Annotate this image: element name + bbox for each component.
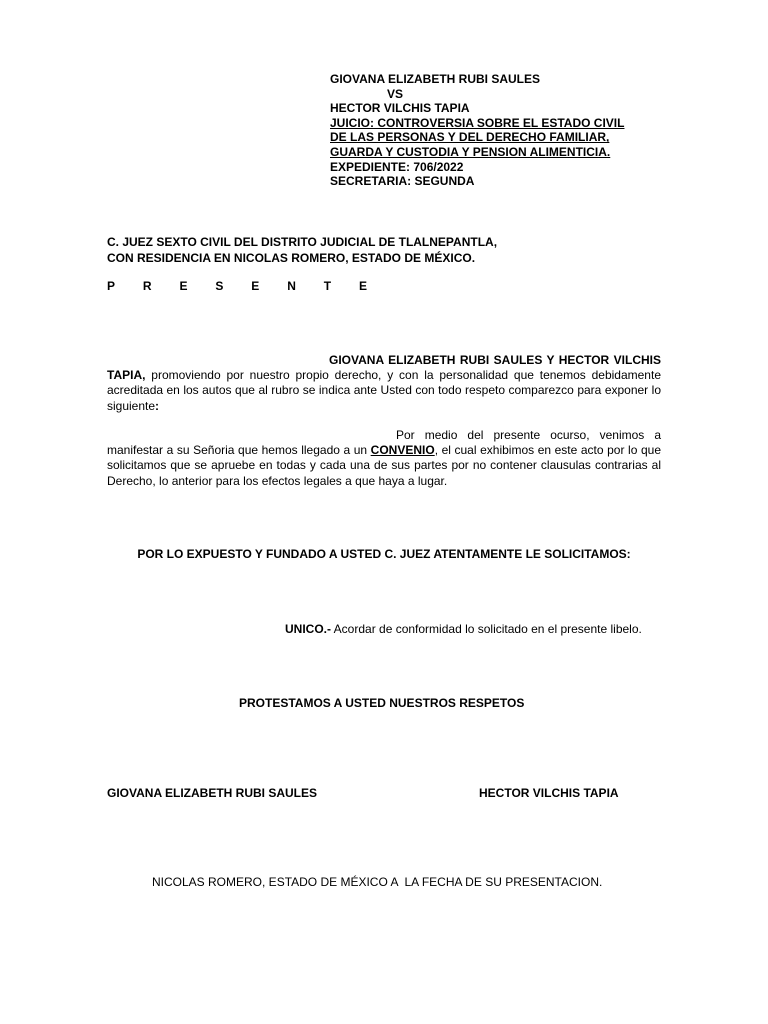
trial-type-line-2: DE LAS PERSONAS Y DEL DERECHO FAMILIAR, xyxy=(330,130,610,145)
presente-letter: S xyxy=(215,279,224,293)
body-paragraph xyxy=(107,428,661,489)
unico-label: UNICO.- xyxy=(285,622,331,636)
signature-right: HECTOR VILCHIS TAPIA xyxy=(479,786,619,800)
trial-type-line-3: GUARDA Y CUSTODIA Y PENSION ALIMENTICIA. xyxy=(330,144,611,159)
plaintiff-name: GIOVANA ELIZABETH RUBI SAULES xyxy=(330,72,541,86)
intro-text: promoviendo por nuestro propio derecho, y con la personalidad que tenemos debidamente acreditada en los autos que al rubro se indica ante Usted con todo respeto comparezco para exponer lo siguiente xyxy=(107,368,661,413)
addressee xyxy=(107,235,497,266)
place-date: NICOLAS ROMERO, ESTADO DE MÉXICO A LA FECHA DE SU PRESENTACION. xyxy=(152,875,603,889)
defendant-name: HECTOR VILCHIS TAPIA xyxy=(330,101,470,116)
case-caption xyxy=(330,72,650,189)
intro-colon: : xyxy=(155,398,160,413)
presente-letter: N xyxy=(287,279,296,293)
case-number: EXPEDIENTE: 706/2022 xyxy=(330,159,464,174)
presente-letter: R xyxy=(142,279,152,293)
versus-label: VS xyxy=(387,86,404,101)
signature-left: GIOVANA ELIZABETH RUBI SAULES xyxy=(107,786,318,800)
unico-paragraph xyxy=(107,622,661,637)
body-text-after: , el cual exhibimos en este acto por lo que solicitamos que se apruebe en todas y cada una de sus partes por no contener clausulas contrarias al Derecho, lo anterior para los efectos legales a que haya a lugar. xyxy=(107,443,661,488)
secretariat: SECRETARIA: SEGUNDA xyxy=(330,174,475,189)
trial-type-line-1: JUICIO: CONTROVERSIA SOBRE EL ESTADO CIVIL xyxy=(330,115,625,130)
presente-letter: E xyxy=(358,279,367,293)
parties-names: GIOVANA ELIZABETH RUBI SAULES Y HECTOR VILCHIS TAPIA, xyxy=(107,353,661,383)
presente-letter: E xyxy=(179,279,188,293)
closing-statement: PROTESTAMOS A USTED NUESTROS RESPETOS xyxy=(239,696,525,710)
petition-heading: POR LO EXPUESTO Y FUNDADO A USTED C. JUEZ ATENTAMENTE LE SOLICITAMOS: xyxy=(137,547,631,561)
presente-letter: T xyxy=(323,279,332,293)
addressee-line-2: CON RESIDENCIA EN NICOLAS ROMERO, ESTADO DE MÉXICO. xyxy=(107,250,476,265)
intro-paragraph xyxy=(107,353,661,414)
addressee-line-1: C. JUEZ SEXTO CIVIL DEL DISTRITO JUDICIAL DE TLALNEPANTLA, xyxy=(107,235,498,249)
body-text-before: Por medio del presente ocurso, venimos a manifestar a su Señoria que hemos llegado a un xyxy=(107,428,661,458)
unico-text: Acordar de conformidad lo solicitado en el presente libelo. xyxy=(331,622,642,636)
presente-letter: P xyxy=(107,279,116,293)
convenio-keyword: CONVENIO xyxy=(370,443,435,458)
presente-heading xyxy=(107,279,367,294)
presente-letter: E xyxy=(251,279,260,293)
